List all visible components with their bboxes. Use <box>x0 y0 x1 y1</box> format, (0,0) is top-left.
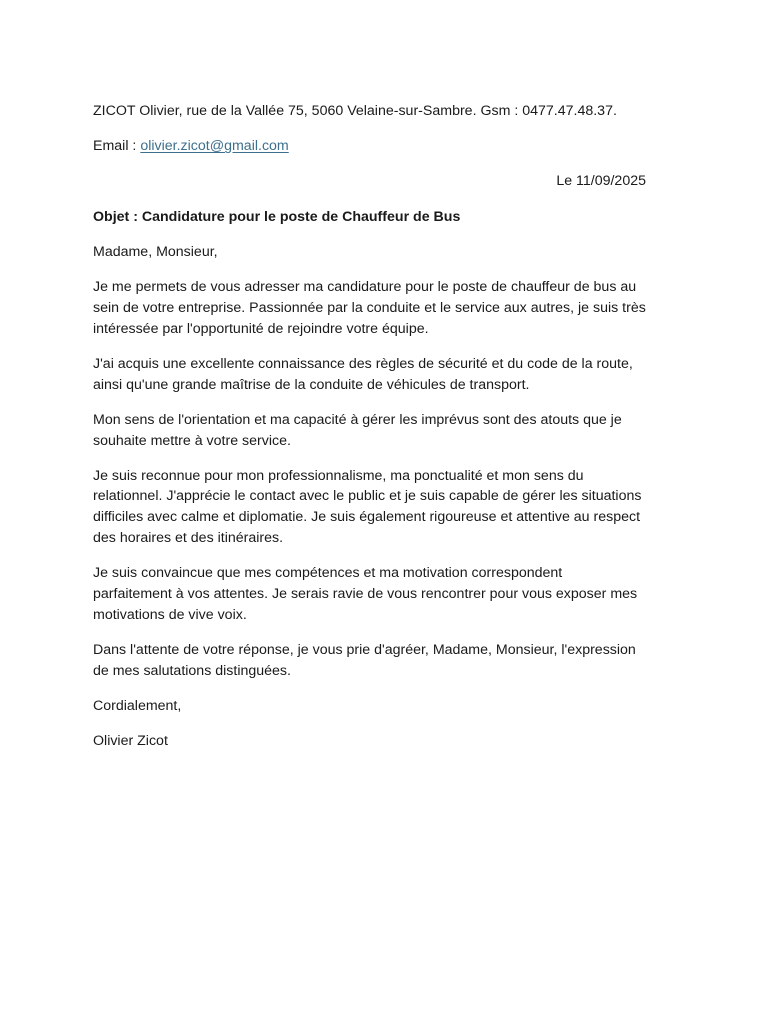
paragraph-line: J'ai acquis une excellente connaissance des règles de sécurité et du code de la route, <box>93 355 633 372</box>
paragraph-line: Mon sens de l'orientation et ma capacité à gérer les imprévus sont des atouts que je <box>93 411 622 428</box>
letter-page <box>93 101 683 766</box>
paragraph-line: des horaires et des itinéraires. <box>93 530 284 547</box>
letter-subject <box>93 207 683 228</box>
paragraph-intro <box>93 277 683 339</box>
paragraph-orientation <box>93 410 683 452</box>
paragraph-line: Je me permets de vous adresser ma candidature pour le poste de chauffeur de bus au <box>93 278 637 295</box>
paragraph-line: souhaite mettre à votre service. <box>93 432 291 449</box>
signature-text: Olivier Zicot <box>93 733 168 750</box>
salutation <box>93 242 683 263</box>
paragraph-line: intéressée par l'opportunité de rejoindre votre équipe. <box>93 320 429 337</box>
paragraph-qualities <box>93 466 683 549</box>
date-text: Le 11/09/2025 <box>556 173 646 190</box>
signature <box>93 731 683 752</box>
email-line <box>93 136 683 157</box>
email-link[interactable]: olivier.zicot@gmail.com <box>140 138 289 155</box>
paragraph-line: Dans l'attente de votre réponse, je vous prie d'agréer, Madame, Monsieur, l'expression <box>93 642 636 659</box>
closing <box>93 696 683 717</box>
paragraph-line: ainsi qu'une grande maîtrise de la conduite de véhicules de transport. <box>93 376 530 393</box>
paragraph-line: sein de votre entreprise. Passionnée par la conduite et le service aux autres, je suis très <box>93 299 646 316</box>
sender-info: ZICOT Olivier, rue de la Vallée 75, 5060 Velaine-sur-Sambre. Gsm : 0477.47.48.37. <box>93 103 617 119</box>
paragraph-skills <box>93 354 683 396</box>
paragraph-line: relationnel. J'apprécie le contact avec le public et je suis capable de gérer les situations <box>93 488 642 505</box>
paragraph-line: motivations de vive voix. <box>93 606 247 623</box>
paragraph-line: de mes salutations distinguées. <box>93 662 291 679</box>
paragraph-motivation <box>93 563 683 625</box>
paragraph-line: difficiles avec calme et diplomatie. Je suis également rigoureuse et attentive au respect <box>93 509 641 526</box>
paragraph-closing-formula <box>93 640 683 682</box>
sender-address-line <box>93 101 683 122</box>
email-label: Email : <box>93 138 141 155</box>
salutation-text: Madame, Monsieur, <box>93 243 218 260</box>
paragraph-line: Je suis convaincue que mes compétences et ma motivation correspondent <box>93 565 563 582</box>
letter-date <box>93 171 683 192</box>
paragraph-line: parfaitement à vos attentes. Je serais ravie de vous rencontrer pour vous exposer mes <box>93 586 638 603</box>
closing-text: Cordialement, <box>93 698 182 715</box>
paragraph-line: Je suis reconnue pour mon professionnalisme, ma ponctualité et mon sens du <box>93 467 584 484</box>
subject-text: Objet : Candidature pour le poste de Chauffeur de Bus <box>93 208 461 225</box>
